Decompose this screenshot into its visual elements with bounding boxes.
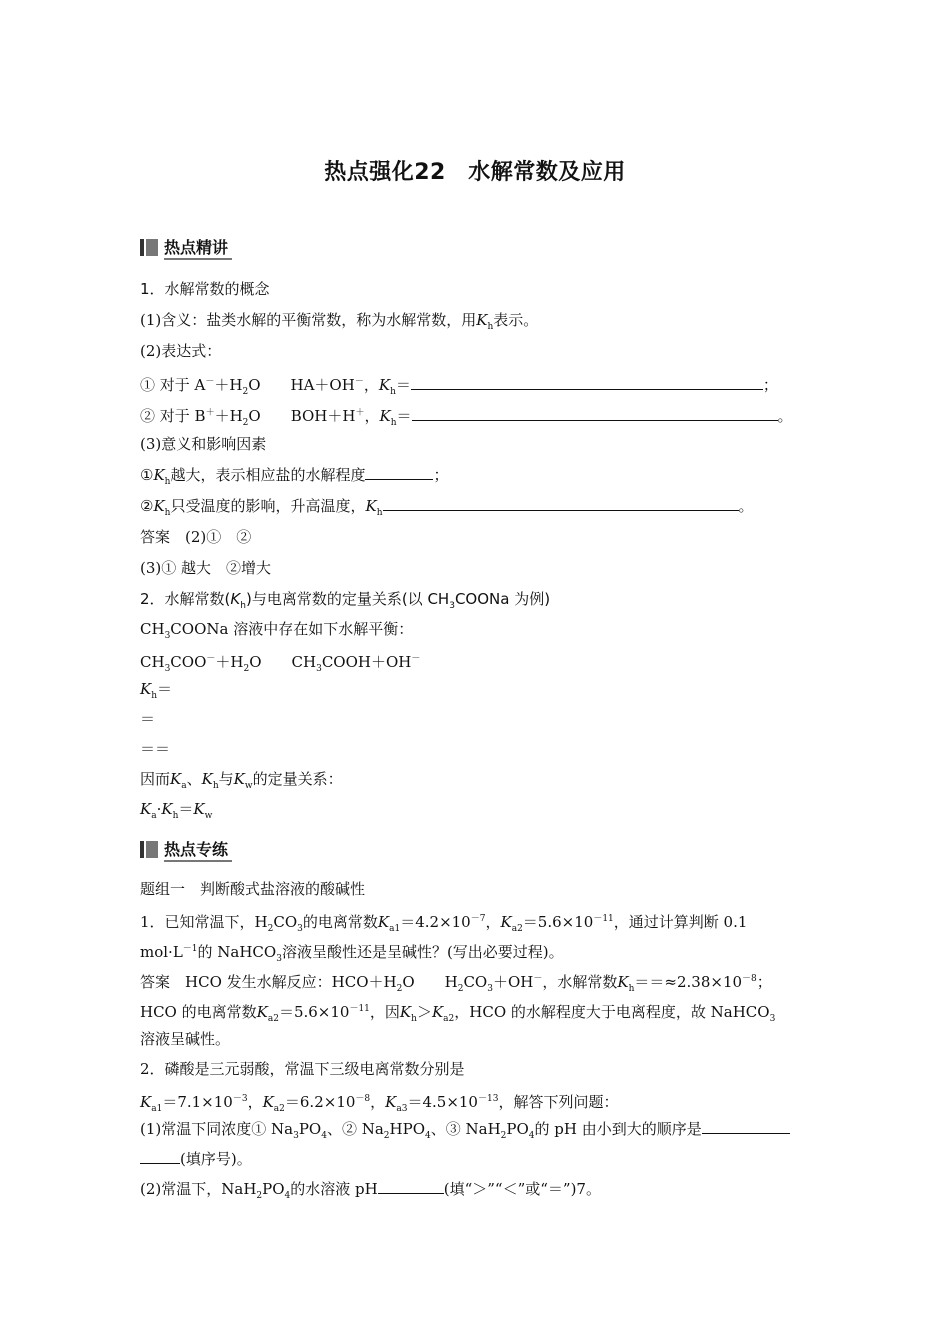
subscript: h bbox=[628, 984, 635, 994]
expression-line-1 bbox=[140, 371, 812, 403]
answer-line-1 bbox=[140, 526, 812, 548]
text: ＝ bbox=[178, 800, 194, 818]
answer-blank[interactable] bbox=[378, 1179, 444, 1194]
text: 的定量关系： bbox=[252, 770, 343, 788]
superscript: －11 bbox=[593, 914, 614, 924]
subscript: 2 bbox=[242, 418, 249, 428]
subscript: 3 bbox=[449, 601, 455, 611]
text: 越大，表示相应盐的水解程度 bbox=[170, 466, 366, 484]
text: ＋OH bbox=[492, 973, 534, 991]
equilibrium-equation bbox=[140, 648, 812, 680]
superscript: － bbox=[205, 377, 215, 387]
symbol: K bbox=[170, 770, 182, 788]
answer-blank[interactable] bbox=[140, 1149, 180, 1164]
significance-line-2 bbox=[140, 495, 812, 524]
superscript: －1 bbox=[182, 944, 198, 954]
subscript: a3 bbox=[396, 1104, 408, 1114]
text: ＝ bbox=[395, 376, 411, 394]
expression-line-2 bbox=[140, 402, 812, 434]
text: (填“＞”“＜”或“＝”)7。 bbox=[443, 1180, 601, 1198]
subscript: 3 bbox=[164, 664, 171, 674]
section-heading-lecture bbox=[140, 236, 232, 258]
text: mol·L bbox=[140, 943, 183, 961]
text: CO bbox=[463, 973, 488, 991]
text: 2．水解常数( bbox=[140, 590, 231, 608]
text: (1)常温下同浓度① Na bbox=[140, 1120, 294, 1138]
subscript: a bbox=[181, 781, 187, 791]
subscript: 4 bbox=[321, 1131, 327, 1141]
subscript: a2 bbox=[267, 1014, 279, 1024]
text: ＞ bbox=[416, 1003, 432, 1021]
text: ， bbox=[364, 407, 380, 425]
symbol: K bbox=[233, 770, 245, 788]
symbol: K bbox=[385, 1093, 397, 1111]
subscript: h bbox=[164, 508, 171, 518]
text: 1．已知常温下，H bbox=[140, 913, 268, 931]
text: ＋H bbox=[215, 653, 244, 671]
subscript: 3 bbox=[316, 664, 322, 674]
symbol: K bbox=[617, 973, 629, 991]
text: ＝4.2×10 bbox=[400, 913, 471, 931]
text: CH bbox=[140, 653, 165, 671]
subscript: w bbox=[204, 811, 213, 821]
subscript: 2 bbox=[383, 1131, 390, 1141]
superscript: － bbox=[411, 654, 421, 664]
symbol: K bbox=[431, 1003, 444, 1021]
text: PO bbox=[298, 1120, 322, 1138]
text: COO bbox=[170, 653, 207, 671]
question-2-part-1-cont bbox=[140, 1148, 812, 1170]
superscript: － bbox=[533, 974, 543, 984]
text: 的 NaHCO bbox=[197, 943, 277, 961]
symbol: K bbox=[161, 800, 173, 818]
question-2-constants bbox=[140, 1088, 812, 1120]
text: PO bbox=[262, 1180, 285, 1198]
text: 、③ NaH bbox=[430, 1120, 501, 1138]
text: · bbox=[156, 800, 162, 818]
text: 的水溶液 pH bbox=[290, 1180, 378, 1198]
expression-label: (2)表达式： bbox=[140, 342, 222, 360]
text: COONa 为例) bbox=[454, 590, 551, 608]
subscript: 3 bbox=[769, 1014, 776, 1024]
section-heading-text: 热点专练 bbox=[164, 837, 232, 862]
answer-blank[interactable] bbox=[383, 496, 739, 511]
text: ，水解常数 bbox=[542, 973, 618, 991]
text: ＝6.2×10 bbox=[284, 1093, 356, 1111]
subscript: a2 bbox=[443, 1014, 455, 1024]
subscript: 3 bbox=[293, 1131, 299, 1141]
text: ＝5.6×10 bbox=[278, 1003, 350, 1021]
text: HCO 的电离常数 bbox=[140, 1003, 257, 1021]
answer-1-line-1 bbox=[140, 968, 812, 1000]
symbol: K bbox=[399, 1003, 412, 1021]
relation-intro bbox=[140, 618, 812, 647]
superscript: －8 bbox=[355, 1094, 371, 1104]
text: (2)常温下，NaH bbox=[140, 1180, 257, 1198]
superscript: －3 bbox=[232, 1094, 248, 1104]
text: 溶液呈酸性还是呈碱性？(写出必要过程)。 bbox=[281, 943, 564, 961]
text: )与电离常数的定量关系(以 CH bbox=[245, 590, 450, 608]
relation-statement bbox=[140, 768, 812, 797]
text: PO bbox=[506, 1120, 529, 1138]
subscript: a1 bbox=[151, 1104, 163, 1114]
text: ＋H bbox=[214, 376, 243, 394]
significance-label: (3)意义和影响因素 bbox=[140, 435, 267, 453]
text: ＝7.1×10 bbox=[162, 1093, 233, 1111]
text: O BOH＋H bbox=[248, 407, 356, 425]
text: ； bbox=[433, 466, 449, 484]
text: ＝4.5×10 bbox=[407, 1093, 478, 1111]
subscript: a1 bbox=[389, 924, 401, 934]
subscript: 2 bbox=[256, 1191, 263, 1201]
text: ， bbox=[363, 376, 379, 394]
symbol: K bbox=[256, 1003, 268, 1021]
text: (1)含义：盐类水解的平衡常数，称为水解常数，用 bbox=[140, 311, 477, 329]
subscript: h bbox=[240, 601, 246, 611]
subscript: 3 bbox=[276, 954, 282, 964]
symbol: K bbox=[153, 466, 165, 484]
text: O H bbox=[402, 973, 458, 991]
text: ＋H bbox=[214, 407, 243, 425]
subscript: h bbox=[390, 387, 396, 397]
text: 与 bbox=[218, 770, 234, 788]
subscript: h bbox=[212, 781, 219, 791]
question-2-part-1 bbox=[140, 1118, 812, 1147]
text: (2)① ② bbox=[185, 528, 252, 546]
symbol: K bbox=[193, 800, 205, 818]
subscript: 2 bbox=[500, 1131, 507, 1141]
subscript: 3 bbox=[487, 984, 493, 994]
answer-blank[interactable] bbox=[412, 406, 778, 421]
symbol: K bbox=[365, 497, 377, 515]
subscript: 4 bbox=[425, 1131, 431, 1141]
text: ， bbox=[485, 913, 501, 931]
symbol: K bbox=[377, 913, 390, 931]
text: ，通过计算判断 0.1 bbox=[613, 913, 748, 931]
text: ，HCO 的水解程度大于电离程度，故 NaHCO bbox=[454, 1003, 770, 1021]
group-heading: 题组一 判断酸式盐溶液的酸碱性 bbox=[140, 880, 366, 898]
answer-1-line-3: 溶液呈碱性。 bbox=[140, 1030, 231, 1048]
subscript: a bbox=[151, 811, 157, 821]
question-1-line-1 bbox=[140, 908, 812, 940]
text: CH bbox=[140, 620, 165, 638]
page-title: 热点强化22 水解常数及应用 bbox=[324, 160, 626, 185]
symbol: K bbox=[140, 1093, 152, 1111]
subscript: w bbox=[244, 781, 253, 791]
kh-step-2: ＝＝ bbox=[140, 740, 171, 758]
superscript: －7 bbox=[470, 914, 486, 924]
superscript: ＋ bbox=[205, 408, 215, 418]
symbol: K bbox=[230, 590, 241, 608]
text: ② 对于 B bbox=[140, 407, 206, 425]
answer-1-line-2 bbox=[140, 998, 812, 1030]
text: ＝ bbox=[396, 407, 412, 425]
answer-label: 答案 bbox=[140, 973, 171, 991]
subscript: h bbox=[390, 418, 397, 428]
subscript: 3 bbox=[297, 924, 303, 934]
answer-line-2: (3)① 越大 ②增大 bbox=[140, 559, 272, 577]
text: COOH＋OH bbox=[321, 653, 412, 671]
text: ② bbox=[140, 497, 154, 515]
text: O CH bbox=[249, 653, 317, 671]
symbol: K bbox=[140, 680, 152, 698]
definition-line bbox=[140, 309, 812, 338]
text: ， bbox=[370, 1093, 386, 1111]
subscript: h bbox=[151, 691, 158, 701]
subheading-relation bbox=[140, 588, 812, 617]
text: 、 bbox=[186, 770, 202, 788]
superscript: －11 bbox=[349, 1004, 370, 1014]
text: HCO 发生水解反应：HCO＋H bbox=[185, 973, 397, 991]
section-marker-icon bbox=[140, 239, 158, 256]
text: ； bbox=[762, 376, 778, 394]
symbol: K bbox=[379, 407, 391, 425]
question-1-line-2 bbox=[140, 938, 812, 970]
text: 的电离常数 bbox=[302, 913, 378, 931]
text: O HA＋OH bbox=[248, 376, 355, 394]
significance-line-1 bbox=[140, 464, 812, 493]
answer-blank[interactable] bbox=[365, 465, 433, 480]
text: ，解答下列问题： bbox=[498, 1093, 619, 1111]
text: 。 bbox=[777, 407, 793, 425]
subscript: 2 bbox=[242, 387, 249, 397]
superscript: －8 bbox=[742, 974, 757, 984]
symbol: K bbox=[153, 497, 165, 515]
text: ＝＝≈2.38×10 bbox=[634, 973, 743, 991]
subscript: a2 bbox=[273, 1104, 285, 1114]
section-heading-text: 热点精讲 bbox=[164, 235, 232, 260]
superscript: － bbox=[354, 377, 364, 387]
symbol: K bbox=[500, 913, 512, 931]
superscript: － bbox=[206, 654, 216, 664]
subscript: 2 bbox=[457, 984, 464, 994]
subscript: 2 bbox=[243, 664, 250, 674]
section-heading-practice bbox=[140, 838, 232, 860]
subscript: 4 bbox=[284, 1191, 291, 1201]
symbol: K bbox=[378, 376, 391, 394]
subheading-concept: 1．水解常数的概念 bbox=[140, 280, 270, 298]
question-2-intro: 2．磷酸是三元弱酸，常温下三级电离常数分别是 bbox=[140, 1060, 465, 1078]
subscript: h bbox=[164, 477, 171, 487]
kh-step-1: ＝ bbox=[140, 710, 156, 728]
kh-expression bbox=[140, 678, 812, 707]
answer-label: 答案 bbox=[140, 528, 171, 546]
text: 只受温度的影响，升高温度， bbox=[170, 497, 366, 515]
relation-formula bbox=[140, 798, 812, 827]
answer-blank[interactable] bbox=[411, 375, 763, 390]
text: ， bbox=[247, 1093, 263, 1111]
symbol: K bbox=[262, 1093, 274, 1111]
text: HPO bbox=[389, 1120, 426, 1138]
subscript: h bbox=[411, 1014, 417, 1024]
text: 、② Na bbox=[326, 1120, 384, 1138]
text: 的 pH 由小到大的顺序是 bbox=[534, 1120, 702, 1138]
question-2-part-2 bbox=[140, 1178, 812, 1207]
text: 。 bbox=[738, 497, 754, 515]
text: (填序号)。 bbox=[180, 1150, 252, 1168]
text: COONa 溶液中存在如下水解平衡： bbox=[170, 620, 414, 638]
text: ； bbox=[756, 973, 772, 991]
subscript: a2 bbox=[511, 924, 523, 934]
subscript: 2 bbox=[396, 984, 403, 994]
text: ＝5.6×10 bbox=[522, 913, 594, 931]
subscript: 2 bbox=[267, 924, 274, 934]
superscript: －13 bbox=[477, 1094, 499, 1104]
text: ① 对于 A bbox=[140, 376, 206, 394]
text: CO bbox=[273, 913, 298, 931]
superscript: ＋ bbox=[355, 408, 365, 418]
text: ＝ bbox=[157, 680, 173, 698]
subscript: h bbox=[487, 322, 494, 332]
text: ① bbox=[140, 466, 154, 484]
subscript: 3 bbox=[164, 631, 171, 641]
subscript: h bbox=[376, 508, 383, 518]
subscript: h bbox=[172, 811, 179, 821]
text: 因而 bbox=[140, 770, 171, 788]
symbol: K bbox=[476, 311, 488, 329]
answer-blank[interactable] bbox=[702, 1119, 790, 1134]
symbol: K bbox=[201, 770, 213, 788]
section-marker-icon bbox=[140, 841, 158, 858]
text: ，因 bbox=[369, 1003, 400, 1021]
text: 表示。 bbox=[493, 311, 539, 329]
subscript: 4 bbox=[528, 1131, 535, 1141]
symbol: K bbox=[140, 800, 152, 818]
